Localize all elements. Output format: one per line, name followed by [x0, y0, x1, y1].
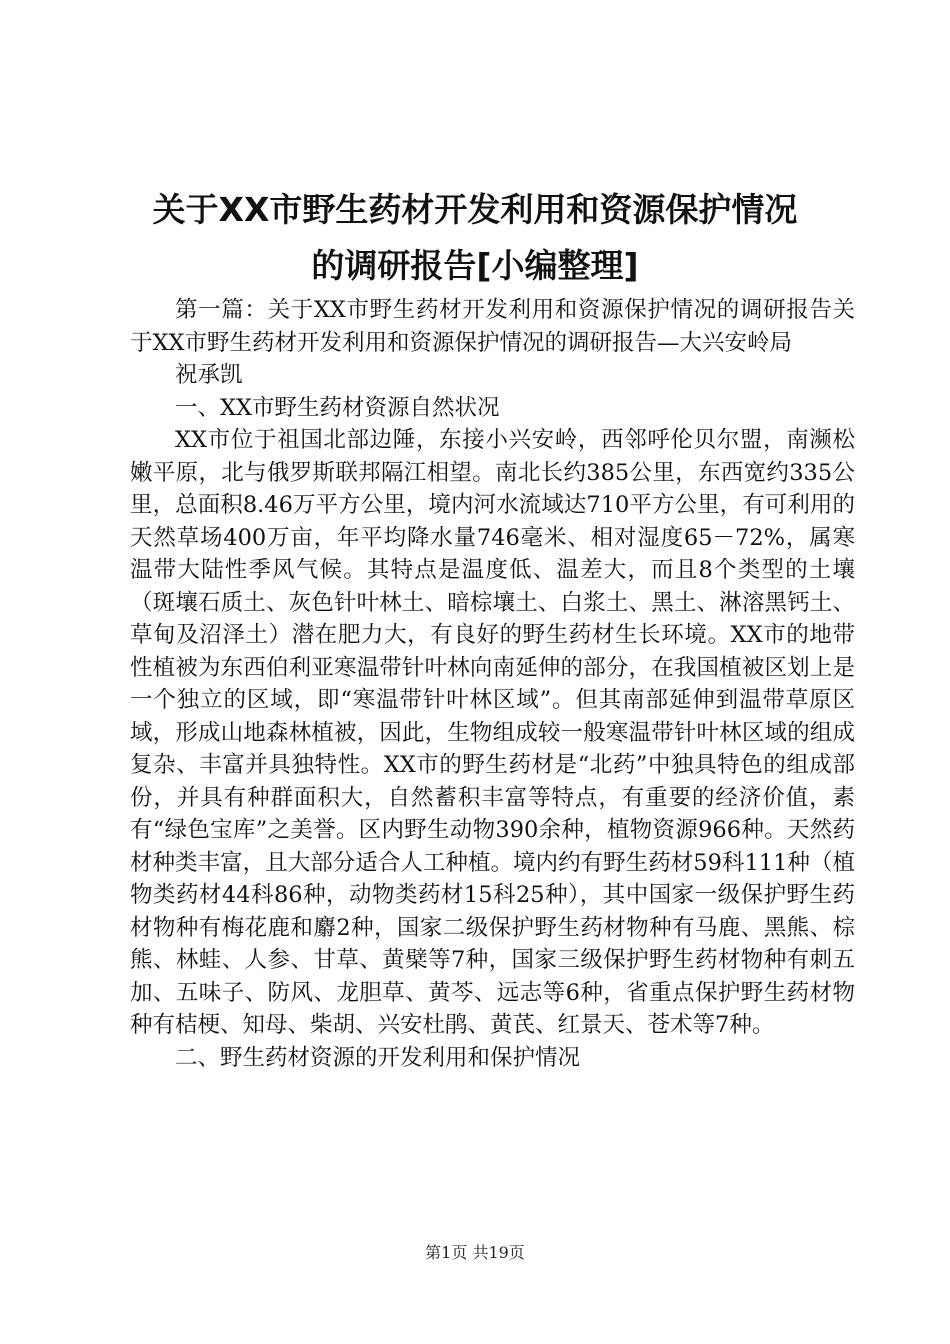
paragraph-author: 祝承凯: [175, 362, 243, 388]
paragraph-natural-status: XX市位于祖国北部边陲，东接小兴安岭，西邻呼伦贝尔盟，南濒松嫩平原，北与俄罗斯联邦隔江相望。南北长约385公里，东西宽约335公里，总面积8.46万平方公里，境内河水流域达710平方公里，有可利用的天然草场400万亩，年平均降水量746毫米、相对湿度65－72%，属寒温带大陆性季风气候。其特点是温度低、温差大，而且8个类型的土壤（斑壤石质土、灰色针叶林土、暗棕壤土、白浆土、黑土、淋溶黑钙土、草甸及沼泽土）潜在肥力大，有良好的野生药材生长环境。XX市的地带性植被为东西伯利亚寒温带针叶林向南延伸的部分，在我国植被区划上是一个独立的区域，即“寒温带针叶林区域”。但其南部延伸到温带草原区域，形成山地森林植被，因此，生物组成较一般寒温带针叶林区域的组成复杂、丰富并具独特性。XX市的野生药材是“北药”中独具特色的组成部份，并具有种群面积大，自然蓄积丰富等特点，有重要的经济价值，素有“绿色宝库”之美誉。区内野生动物390余种，植物资源966种。天然药材种类丰富，且大部分适合人工种植。境内约有野生药材59科111种（植物类药材44科86种，动物类药材15科25种），其中国家一级保护野生药材物种有梅花鹿和麝2种，国家二级保护野生药材物种有马鹿、黑熊、棕熊、林蛙、人参、甘草、黄檗等7种，国家三级保护野生药材物种有刺五加、五味子、防风、龙胆草、黄芩、远志等6种，省重点保护野生药材物种有桔梗、知母、柴胡、兴安杜鹃、黄芪、红景天、苍术等7种。: [130, 427, 855, 1038]
document-title-line1: 关于XX市野生药材开发利用和资源保护情况: [152, 190, 798, 229]
section-heading-1: 一、XX市野生药材资源自然状况: [175, 394, 500, 421]
page-footer: 第1页 共19页: [425, 1243, 525, 1262]
document-body: [130, 294, 855, 1074]
paragraph-intro: 第一篇：关于XX市野生药材开发利用和资源保护情况的调研报告关于XX市野生药材开发利用和资源保护情况的调研报告—大兴安岭局: [130, 297, 855, 356]
section-heading-2: 二、野生药材资源的开发利用和保护情况: [175, 1044, 581, 1071]
document-title-line2: 的调研报告[小编整理]: [311, 246, 639, 285]
